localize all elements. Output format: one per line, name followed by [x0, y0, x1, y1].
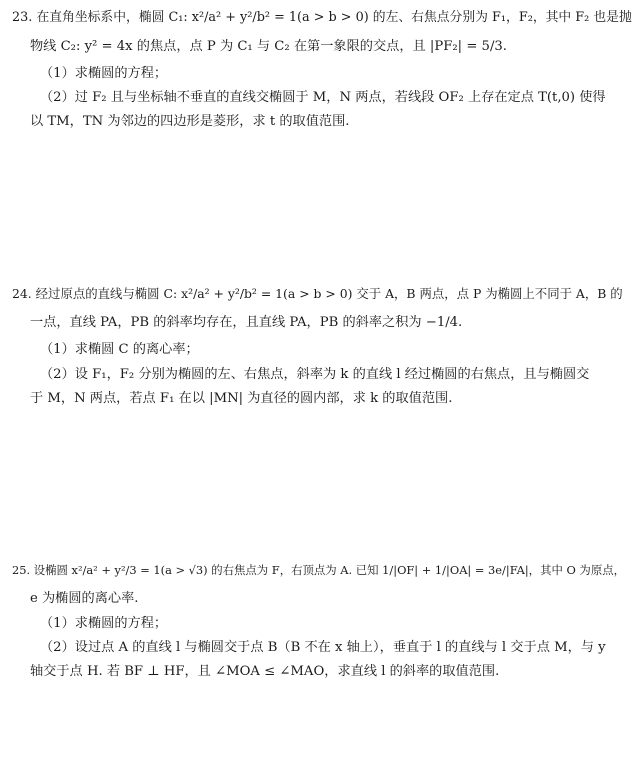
problem-23-stem-line-2: 物线 C₂: y² = 4x 的焦点，点 P 为 C₁ 与 C₂ 在第一象限的交点，且 |PF₂| = 5/3. [30, 39, 507, 54]
problem-25-stem-line-2: e 为椭圆的离心率. [30, 591, 139, 606]
problem-23-stem-line-1 [12, 8, 632, 28]
problem-24-part-2-line-2: 于 M，N 两点，若点 F₁ 在以 |MN| 为直径的圆内部，求 k 的取值范围. [30, 391, 453, 406]
problem-24-part-2-line-1: （2）设 F₁，F₂ 分别为椭圆的左、右焦点，斜率为 k 的直线 l 经过椭圆的右焦点，且与椭圆交 [40, 367, 590, 382]
problem-24-stem-line-1 [12, 284, 623, 304]
problem-24-stem-text-1: 经过原点的直线与椭圆 C: x²/a² + y²/b² = 1(a > b > 0) 交于 A，B 两点，点 P 为椭圆上不同于 A，B 的 [35, 286, 623, 301]
problem-25-stem-line-1 [12, 560, 625, 580]
problem-number: 25. [12, 563, 31, 577]
problem-24-stem-line-2: 一点，直线 PA，PB 的斜率均存在，且直线 PA，PB 的斜率之积为 −1/4. [30, 315, 463, 330]
problem-number: 23. [12, 10, 33, 25]
problem-25-part-1: （1）求椭圆的方程； [40, 616, 168, 631]
problem-25-part-2-line-1: （2）设过点 A 的直线 l 与椭圆交于点 B（B 不在 x 轴上），垂直于 l 的直线与 l 交于点 M，与 y [40, 640, 606, 655]
problem-24-part-1: （1）求椭圆 C 的离心率； [40, 342, 199, 357]
problem-25-part-2-line-2: 轴交于点 H. 若 BF ⊥ HF，且 ∠MOA ≤ ∠MAO，求直线 l 的斜率的取值范围. [30, 664, 500, 679]
problem-number: 24. [12, 286, 32, 301]
problem-23-part-2-line-2: 以 TM，TN 为邻边的四边形是菱形，求 t 的取值范围. [30, 114, 350, 129]
problem-23-part-2-line-1: （2）过 F₂ 且与坐标轴不垂直的直线交椭圆于 M，N 两点，若线段 OF₂ 上存在定点 T(t,0) 使得 [40, 90, 606, 105]
problem-23-part-1: （1）求椭圆的方程； [40, 66, 168, 81]
problem-23-stem-text-1: 在直角坐标系中，椭圆 C₁: x²/a² + y²/b² = 1(a > b > 0) 的左、右焦点分别为 F₁，F₂，其中 F₂ 也是抛 [36, 10, 632, 25]
problem-25-stem-text-1: 设椭圆 x²/a² + y²/3 = 1(a > √3) 的右焦点为 F，右顶点为 A. 已知 1/|OF| + 1/|OA| = 3e/|FA|，其中 O 为原点， [33, 563, 625, 577]
